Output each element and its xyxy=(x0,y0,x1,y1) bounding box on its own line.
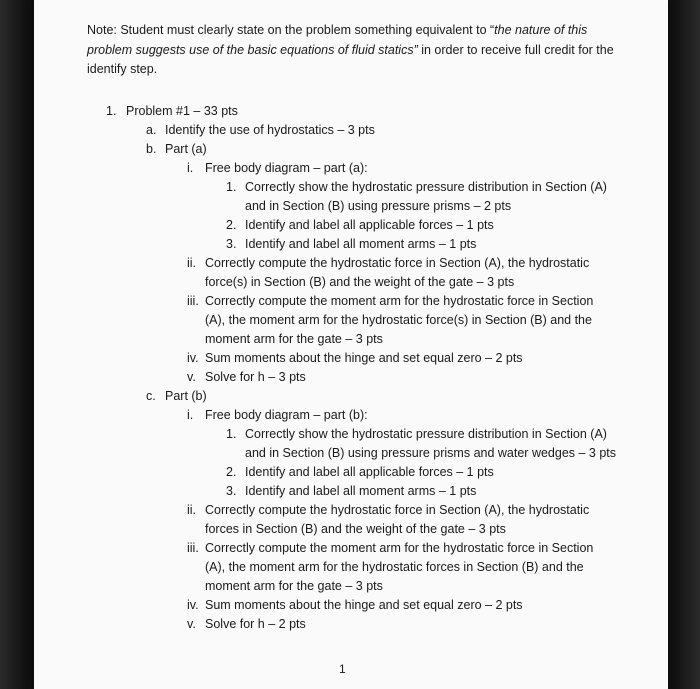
b-i1-marker: 1. xyxy=(226,180,237,194)
c-i3-marker: 3. xyxy=(226,484,237,498)
b-ii-line2: force(s) in Section (B) and the weight of the gate – 3 pts xyxy=(205,275,515,289)
c-i2-marker: 2. xyxy=(226,465,237,479)
b-iv-text: Sum moments about the hinge and set equal zero – 2 pts xyxy=(205,351,523,365)
c-iv-marker: iv. xyxy=(187,598,199,612)
c-ii-marker: ii. xyxy=(187,503,197,517)
item-b-marker: b. xyxy=(146,142,157,156)
c-i2-text: Identify and label all applicable forces – 1 pts xyxy=(245,465,494,479)
c-iii-line3: moment arm for the gate – 3 pts xyxy=(205,579,383,593)
item-a-marker: a. xyxy=(146,123,157,137)
note-quote: the nature of this problem suggests use of the basic equations of fluid statics” xyxy=(87,23,588,57)
b-i2-marker: 2. xyxy=(226,218,237,232)
note-prefix: Note: Student must clearly state on the problem something equivalent to “ xyxy=(87,23,495,37)
b-iv-marker: iv. xyxy=(187,351,199,365)
c-v-marker: v. xyxy=(187,617,196,631)
grading-note xyxy=(87,21,627,80)
b-i1-line1: Correctly show the hydrostatic pressure distribution in Section (A) xyxy=(245,180,607,194)
b-iii-line1: Correctly compute the moment arm for the hydrostatic force in Section xyxy=(205,294,594,308)
b-i3-text: Identify and label all moment arms – 1 pts xyxy=(245,237,477,251)
c-i-marker: i. xyxy=(187,408,194,422)
b-i1-line2: and in Section (B) using pressure prisms – 2 pts xyxy=(245,199,512,213)
c-iv-text: Sum moments about the hinge and set equal zero – 2 pts xyxy=(205,598,523,612)
c-i1-line1: Correctly show the hydrostatic pressure distribution in Section (A) xyxy=(245,427,607,441)
b-i-marker: i. xyxy=(187,161,194,175)
c-i1-marker: 1. xyxy=(226,427,237,441)
b-iii-line2: (A), the moment arm for the hydrostatic force(s) in Section (B) and the xyxy=(205,313,592,327)
item-c-marker: c. xyxy=(146,389,156,403)
c-i1-line2: and in Section (B) using pressure prisms and water wedges – 3 pts xyxy=(245,446,617,460)
b-ii-marker: ii. xyxy=(187,256,197,270)
item-a-text: Identify the use of hydrostatics – 3 pts xyxy=(165,123,375,137)
b-i3-marker: 3. xyxy=(226,237,237,251)
c-iii-marker: iii. xyxy=(187,541,199,555)
item-b-title: Part (a) xyxy=(165,142,207,156)
b-iii-line3: moment arm for the gate – 3 pts xyxy=(205,332,383,346)
item-c-title: Part (b) xyxy=(165,389,207,403)
c-i3-text: Identify and label all moment arms – 1 pts xyxy=(245,484,477,498)
c-ii-line2: forces in Section (B) and the weight of the gate – 3 pts xyxy=(205,522,506,536)
problem-title: Problem #1 – 33 pts xyxy=(126,104,238,118)
c-iii-line2: (A), the moment arm for the hydrostatic forces in Section (B) and the xyxy=(205,560,584,574)
c-i-text: Free body diagram – part (b): xyxy=(205,408,368,422)
document-page xyxy=(34,0,668,689)
note-suffix: in order to receive full credit for the identify step. xyxy=(87,42,614,76)
b-v-text: Solve for h – 3 pts xyxy=(205,370,306,384)
b-i-text: Free body diagram – part (a): xyxy=(205,161,368,175)
c-v-text: Solve for h – 2 pts xyxy=(205,617,306,631)
b-i2-text: Identify and label all applicable forces – 1 pts xyxy=(245,218,494,232)
b-iii-marker: iii. xyxy=(187,294,199,308)
b-v-marker: v. xyxy=(187,370,196,384)
problem-marker: 1. xyxy=(106,104,117,118)
c-ii-line1: Correctly compute the hydrostatic force in Section (A), the hydrostatic xyxy=(205,503,590,517)
page-number: 1 xyxy=(339,662,346,676)
c-iii-line1: Correctly compute the moment arm for the hydrostatic force in Section xyxy=(205,541,594,555)
b-ii-line1: Correctly compute the hydrostatic force in Section (A), the hydrostatic xyxy=(205,256,590,270)
